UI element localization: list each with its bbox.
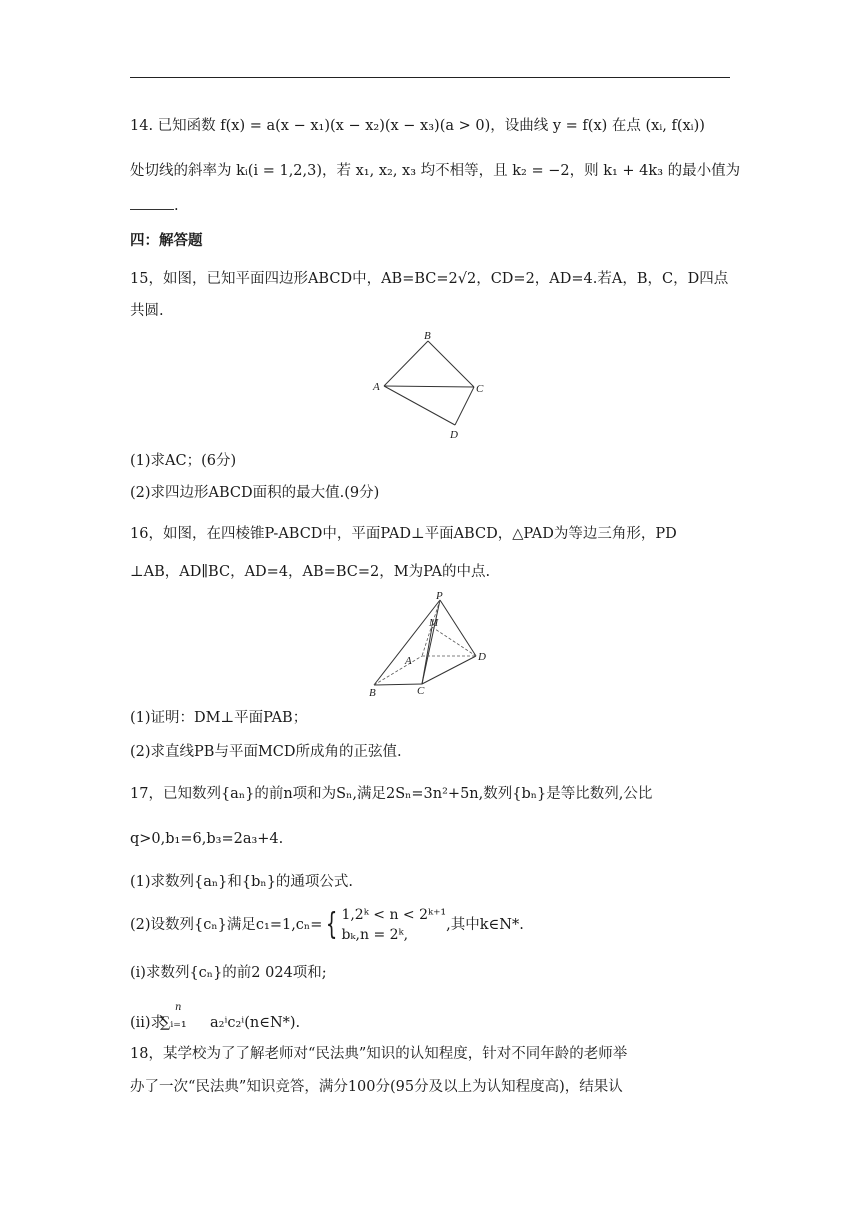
- label-M: M: [429, 617, 439, 629]
- q17-line2: q>0,b₁=6,b₃=2a₃+4.: [130, 831, 284, 847]
- q16-part2: (2)求直线PB与平面MCD所成角的正弦值.: [130, 744, 402, 760]
- q17-sub-ii: n (ii)求 ∑ᵢ₌₁ a₂ⁱc₂ⁱ(n∈N*).: [130, 1000, 740, 1036]
- sum-upper-limit: n: [175, 1002, 182, 1013]
- q16-pyramid-figure: [365, 590, 495, 698]
- label-B: B: [369, 687, 376, 698]
- label-B: B: [424, 330, 431, 342]
- q14-line3: .: [130, 195, 740, 217]
- left-brace-icon: {: [326, 907, 338, 942]
- sum-symbol: ∑ᵢ₌₁: [160, 1015, 187, 1031]
- label-D: D: [478, 651, 486, 663]
- q15-part1: (1)求AC；(6分): [130, 453, 237, 469]
- q15-line1: 15，如图，已知平面四边形ABCD中，AB=BC=2√2，CD=2，AD=4.若A，B，C，D四点: [130, 271, 729, 287]
- q16-line2: ⊥AB，AD∥BC，AD=4，AB=BC=2，M为PA的中点.: [130, 564, 491, 580]
- q17-line1: 17，已知数列{aₙ}的前n项和为Sₙ,满足2Sₙ=3n²+5n,数列{bₙ}是等比数列,公比: [130, 786, 653, 802]
- q15-quadrilateral-figure: [365, 328, 495, 443]
- q15-line2: 共圆.: [130, 303, 164, 319]
- q17-part1: (1)求数列{aₙ}和{bₙ}的通项公式.: [130, 874, 354, 890]
- label-C: C: [476, 383, 484, 395]
- q17-part2: (2)设数列{cₙ}满足c₁=1,cₙ= { 1,2ᵏ < n < 2ᵏ⁺¹ bₖ,n = 2ᵏ, ,其中k∈N*.: [130, 907, 524, 943]
- q18-line1: 18，某学校为了了解老师对“民法典”知识的认知程度，针对不同年龄的老师举: [130, 1046, 628, 1062]
- label-P: P: [436, 590, 443, 602]
- q17-sub-i: (i)求数列{cₙ}的前2 024项和;: [130, 965, 327, 981]
- label-A: A: [405, 655, 412, 667]
- q14-line2: 处切线的斜率为 kᵢ(i = 1,2,3)，若 x₁, x₂, x₃ 均不相等，且 k₂ = −2，则 k₁ + 4k₃ 的最小值为: [130, 163, 741, 179]
- q16-part1: (1)证明：DM⊥平面PAB；: [130, 710, 308, 726]
- answer-blank: [130, 209, 174, 210]
- label-C: C: [417, 685, 425, 697]
- piecewise-cases: 1,2ᵏ < n < 2ᵏ⁺¹ bₖ,n = 2ᵏ,: [341, 907, 447, 943]
- q16-line1: 16，如图，在四棱锥P-ABCD中，平面PAD⊥平面ABCD，△PAD为等边三角形，PD: [130, 526, 677, 542]
- q18-line2: 办了一次“民法典”知识竞答，满分100分(95分及以上为认知程度高)，结果认: [130, 1079, 623, 1095]
- header-rule: [130, 77, 730, 78]
- label-D: D: [450, 429, 458, 441]
- q15-part2: (2)求四边形ABCD面积的最大值.(9分): [130, 485, 380, 501]
- label-A: A: [373, 381, 380, 393]
- q14-line1: 14. 已知函数 f(x) = a(x − x₁)(x − x₂)(x − x₃)(a > 0)，设曲线 y = f(x) 在点 (xᵢ, f(xᵢ)): [130, 118, 705, 134]
- section-heading: 四：解答题: [130, 233, 203, 249]
